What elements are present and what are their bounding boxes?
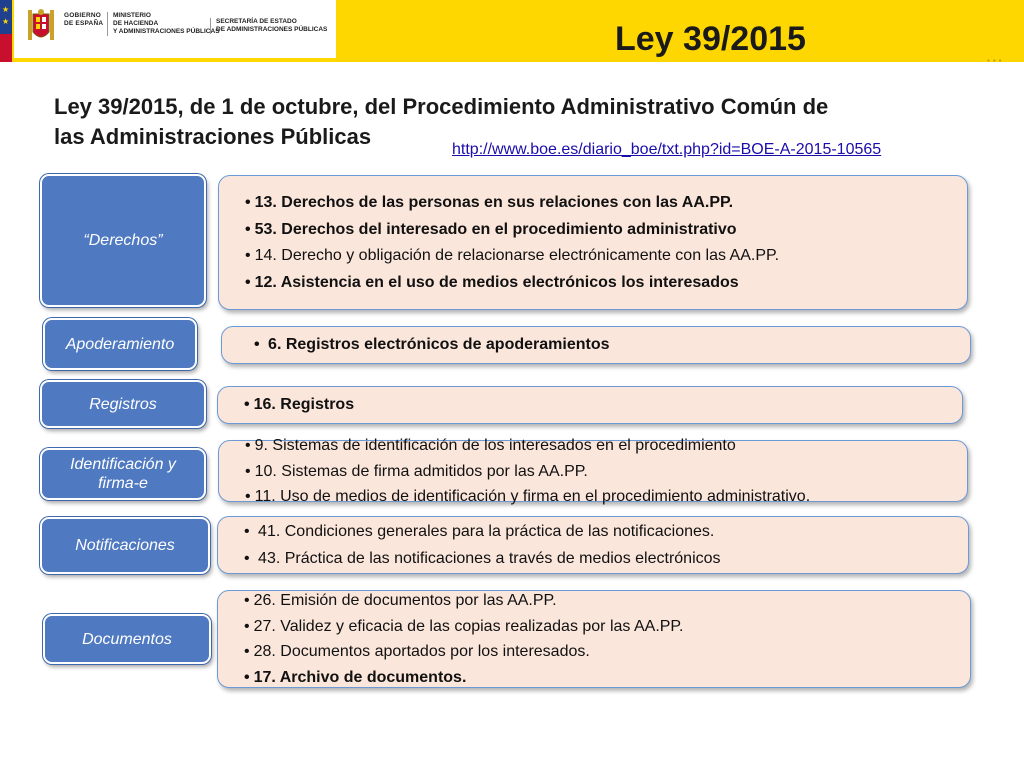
article-list	[244, 588, 683, 690]
section-label-documentos: Documentos	[43, 614, 211, 664]
list-item: • 14. Derecho y obligación de relacionarse electrónicamente con las AA.PP.	[245, 243, 779, 270]
section-panel-derechos	[218, 175, 968, 310]
main-heading: Ley 39/2015, de 1 de octubre, del Procedimiento Administrativo Común de las Administraciones Públicas	[54, 94, 829, 149]
list-item: • 11. Uso de medios de identificación y firma en el procedimiento administrativo.	[245, 484, 810, 510]
article-list	[254, 332, 610, 359]
section-label-identificacion: Identificación y firma-e	[40, 448, 206, 500]
star-icon: ★	[2, 17, 10, 26]
list-item: • 12. Asistencia en el uso de medios electrónicos los interesados	[245, 270, 779, 297]
section-label-apoderamiento: Apoderamiento	[43, 318, 197, 370]
section-panel-registros	[217, 386, 963, 424]
list-item: • 41. Condiciones generales para la práctica de las notificaciones.	[244, 519, 721, 546]
article-list	[245, 433, 810, 510]
eu-flag-strip	[0, 0, 12, 62]
secretariat-name: SECRETARÍA DE ESTADO DE ADMINISTRACIONES PÚBLICAS	[210, 18, 327, 34]
star-icon: ★	[2, 5, 10, 14]
list-item: • 26. Emisión de documentos por las AA.PP.	[244, 588, 683, 614]
decorative-dots: ▪▪▪	[987, 56, 1005, 65]
list-item: • 9. Sistemas de identificación de los interesados en el procedimiento	[245, 433, 810, 459]
coat-of-arms-icon	[24, 8, 58, 48]
article-list	[245, 190, 779, 296]
list-item: • 13. Derechos de las personas en sus relaciones con las AA.PP.	[245, 190, 779, 217]
list-item: • 28. Documentos aportados por los interesados.	[244, 639, 683, 665]
list-item: • 10. Sistemas de firma admitidos por las AA.PP.	[245, 459, 810, 485]
section-panel-notificaciones	[217, 516, 969, 574]
section-panel-identificacion	[218, 437, 968, 505]
list-item: • 17. Archivo de documentos.	[244, 665, 683, 691]
section-label-derechos: “Derechos”	[40, 174, 206, 307]
article-list	[244, 392, 354, 419]
list-item: • 16. Registros	[244, 392, 354, 419]
article-list	[244, 519, 721, 572]
slide-title: Ley 39/2015	[615, 20, 806, 58]
header-bar	[0, 0, 1024, 62]
boe-link[interactable]: http://www.boe.es/diario_boe/txt.php?id=BOE-A-2015-10565	[452, 141, 882, 158]
list-item: • 6. Registros electrónicos de apoderamientos	[254, 332, 610, 359]
section-label-registros: Registros	[40, 380, 206, 428]
section-panel-documentos	[217, 590, 971, 688]
list-item: • 27. Validez y eficacia de las copias realizadas por las AA.PP.	[244, 614, 683, 640]
list-item: • 43. Práctica de las notificaciones a través de medios electrónicos	[244, 546, 721, 573]
government-name: GOBIERNO DE ESPAÑA	[64, 12, 104, 27]
list-item: • 53. Derechos del interesado en el procedimiento administrativo	[245, 217, 779, 244]
section-panel-apoderamiento	[221, 326, 971, 364]
section-label-notificaciones: Notificaciones	[40, 517, 210, 574]
ministry-name: MINISTERIO DE HACIENDA Y ADMINISTRACIONES PÚBLICAS	[107, 12, 220, 36]
